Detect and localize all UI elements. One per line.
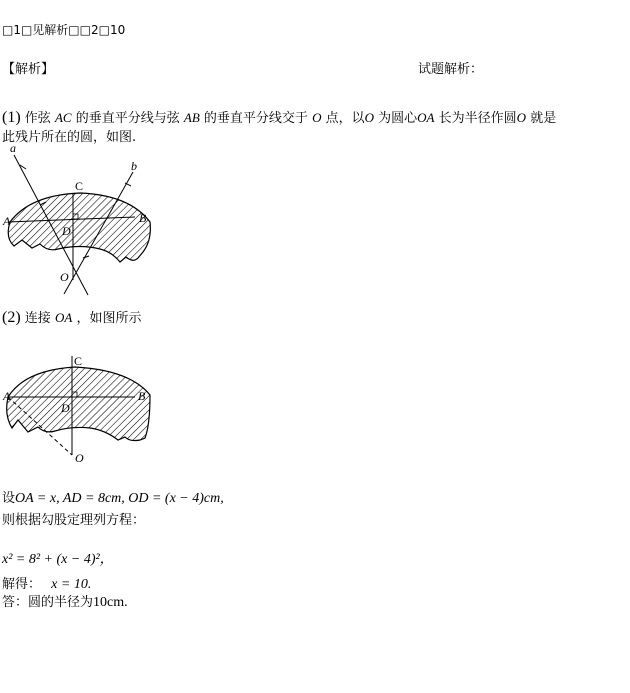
set-line: 设OA = x, AD = 8cm, OD = (x − 4)cm, [2,491,224,506]
analysis-label: 【解析】 [2,62,55,77]
part2-line: (2) 连接 OA ，如图所示 [2,309,142,326]
label-b-2: B [138,389,146,403]
label-b: b [131,159,137,173]
label-c: C [75,179,84,193]
part1-number: (1) [2,109,21,126]
part1-line1: (1) 作弦 AC 的垂直平分线与弦 AB 的垂直平分线交于 O 点，以O 为圆心OA 长为半径作圆O 就是 [2,109,557,126]
label-d: D [62,224,71,238]
label-a: a [10,141,16,155]
equation: x² = 8² + (x − 4)²， [2,552,114,567]
label-c-2: C [74,354,83,368]
label-o: O [60,270,69,284]
solve-line: 解得： x = 10. [2,577,92,592]
label-a-2: A [3,389,11,403]
pythagoras-line: 则根据勾股定理列方程： [2,513,146,528]
label-d-2: D [61,401,70,415]
answer-line: □1□见解析□□2□10 [2,23,126,37]
figure-1 [0,140,160,300]
label-b-point: B [139,211,147,225]
part1-line2: 此残片所在的圆，如图. [2,130,137,145]
label-a-point: A [3,214,11,228]
figure-2 [0,350,160,470]
shard-shape [8,193,150,262]
answer-line-final: 答：圆的半径为10cm. [2,595,128,610]
label-o-2: O [75,451,84,465]
trial-analysis-label: 试题解析： [418,62,484,77]
set-expression: OA = x, AD = 8cm, OD = (x − 4)cm, [15,491,224,506]
shard-shape-2 [7,367,150,441]
